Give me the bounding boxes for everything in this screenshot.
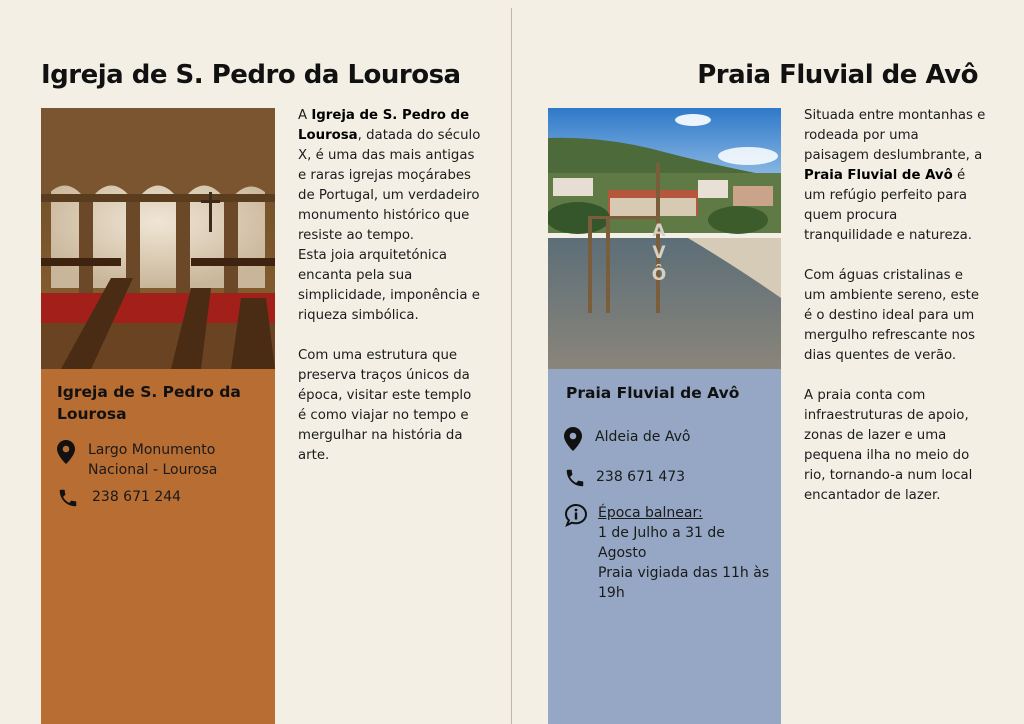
location-text: Aldeia de Avô bbox=[595, 429, 691, 445]
church-description bbox=[298, 106, 483, 466]
text-span: Situada entre montanhas e rodeada por uma paisagem deslumbrante, a bbox=[804, 108, 986, 163]
church-photo bbox=[41, 108, 275, 369]
phone-text: 238 671 244 bbox=[92, 489, 182, 505]
page-divider bbox=[511, 8, 512, 724]
text-span: é um refúgio perfeito para quem procura tranquilidade e natureza. bbox=[804, 168, 972, 243]
phone-icon bbox=[564, 467, 586, 489]
location-pin-icon bbox=[564, 427, 582, 451]
paragraph bbox=[804, 106, 986, 246]
paragraph bbox=[298, 106, 483, 246]
church-info-card bbox=[41, 369, 275, 724]
season-label: Época balnear: bbox=[598, 505, 703, 521]
text-span: , datada do século X, é uma das mais antigas e raras igrejas moçárabes de Portugal, um verdadeiro monumento histórico que resiste ao tempo. bbox=[298, 128, 481, 243]
season-hours: Praia vigiada das 11h às 19h bbox=[598, 565, 770, 601]
page-title-left: Igreja de S. Pedro da Lourosa bbox=[41, 60, 461, 90]
season-row bbox=[564, 503, 773, 603]
card-title: Praia Fluvial de Avô bbox=[566, 384, 740, 402]
beach-description bbox=[804, 106, 986, 506]
season-info bbox=[598, 503, 773, 603]
paragraph: Com águas cristalinas e um ambiente sereno, este é o destino ideal para um mergulho refrescante nos dias quentes de verão. bbox=[804, 268, 980, 363]
phone-text: 238 671 473 bbox=[596, 469, 686, 485]
info-icon bbox=[564, 503, 588, 527]
address-row bbox=[57, 440, 267, 480]
phone-row bbox=[57, 487, 267, 509]
location-row bbox=[564, 427, 773, 451]
address-text: Largo Monumento Nacional - Lourosa bbox=[88, 442, 218, 478]
bold-name: Igreja de S. Pedro de Lourosa bbox=[298, 108, 470, 143]
location-pin-icon bbox=[57, 440, 75, 464]
paragraph: Com uma estrutura que preserva traços únicos da época, visitar este templo é como viajar no tempo e mergulhar na história da arte. bbox=[298, 348, 472, 463]
sign-text: AVÔ bbox=[651, 221, 667, 285]
phone-row bbox=[564, 467, 773, 489]
page-title-right: Praia Fluvial de Avô bbox=[697, 60, 978, 90]
paragraph: Esta joia arquitetónica encanta pela sua simplicidade, imponência e riqueza simbólica. bbox=[298, 248, 480, 323]
text-span: A bbox=[298, 108, 312, 123]
phone-icon bbox=[57, 487, 79, 509]
season-dates: 1 de Julho a 31 de Agosto bbox=[598, 525, 725, 561]
card-title: Igreja de S. Pedro da Lourosa bbox=[57, 383, 241, 423]
bold-name: Praia Fluvial de Avô bbox=[804, 168, 953, 183]
paragraph: A praia conta com infraestruturas de apoio, zonas de lazer e uma pequena ilha no meio do rio, tornando-a num local encantador de lazer. bbox=[804, 388, 973, 503]
church-interior-image bbox=[41, 108, 275, 369]
river-beach-photo bbox=[548, 108, 781, 369]
beach-info-card bbox=[548, 369, 781, 724]
